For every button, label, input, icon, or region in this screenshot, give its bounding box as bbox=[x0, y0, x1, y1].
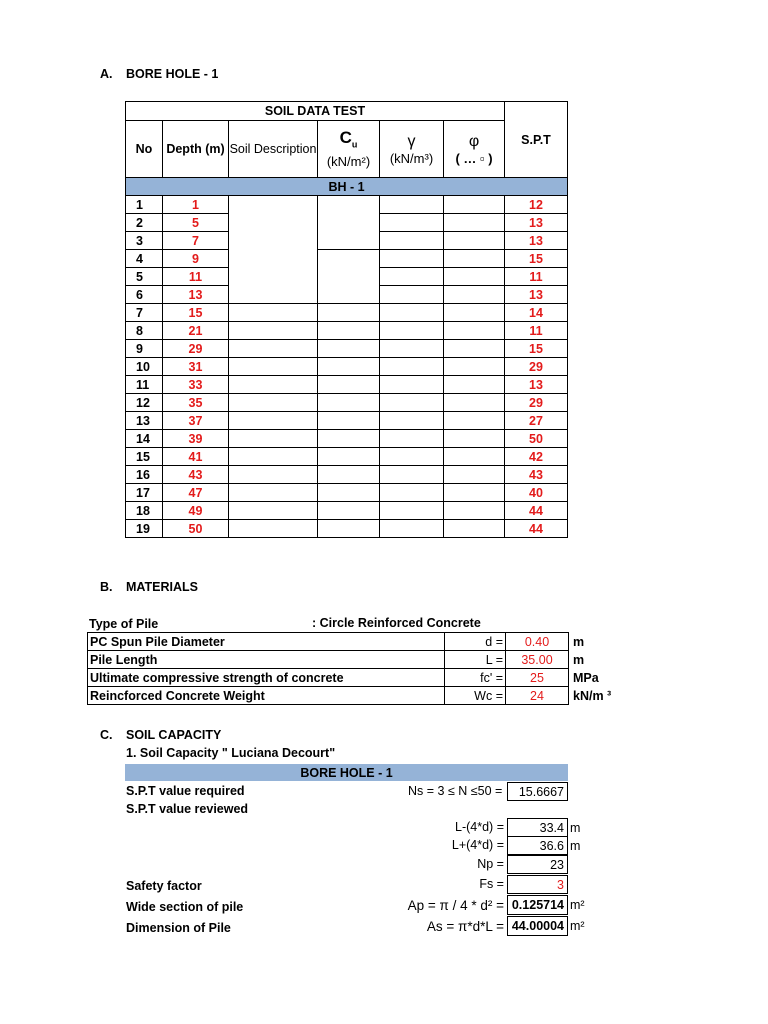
safety-factor-label: Safety factor bbox=[126, 879, 202, 893]
depth-value: 11 bbox=[163, 268, 229, 286]
table-row bbox=[126, 250, 568, 268]
cu-cell bbox=[318, 448, 380, 466]
depth-value: 50 bbox=[163, 520, 229, 538]
soil-description-cell bbox=[229, 358, 318, 376]
ap-value: 0.125714 bbox=[507, 895, 568, 915]
bh-1-band: BH - 1 bbox=[126, 178, 568, 196]
no-header: No bbox=[126, 121, 163, 178]
soil-description-header: Soil Description bbox=[229, 121, 318, 178]
table-row bbox=[126, 502, 568, 520]
spt-value: 11 bbox=[505, 322, 568, 340]
materials-table bbox=[87, 632, 614, 705]
row-number: 17 bbox=[126, 484, 163, 502]
gamma-cell bbox=[380, 412, 444, 430]
ap-formula: Ap = π / 4 * d² = bbox=[407, 898, 504, 913]
depth-value: 29 bbox=[163, 340, 229, 358]
spt-value: 13 bbox=[505, 286, 568, 304]
cu-cell bbox=[318, 484, 380, 502]
depth-value: 41 bbox=[163, 448, 229, 466]
soil-description-cell bbox=[229, 484, 318, 502]
spt-value: 15 bbox=[505, 250, 568, 268]
depth-value: 21 bbox=[163, 322, 229, 340]
table-row bbox=[126, 196, 568, 214]
cu-cell bbox=[318, 322, 380, 340]
l-plus-value: 36.6 bbox=[507, 836, 568, 855]
phi-unit: ( … ▫ ) bbox=[455, 150, 493, 166]
wide-section-label: Wide section of pile bbox=[126, 900, 244, 914]
gamma-cell bbox=[380, 214, 444, 232]
depth-value: 39 bbox=[163, 430, 229, 448]
material-label: Reincforced Concrete Weight bbox=[88, 687, 445, 705]
phi-cell bbox=[444, 286, 505, 304]
gamma-cell bbox=[380, 268, 444, 286]
soil-description-cell bbox=[229, 340, 318, 358]
material-unit: MPa bbox=[573, 670, 599, 685]
cu-symbol: C bbox=[339, 128, 352, 148]
cu-cell bbox=[318, 466, 380, 484]
gamma-cell bbox=[380, 520, 444, 538]
spt-value: 42 bbox=[505, 448, 568, 466]
row-number: 12 bbox=[126, 394, 163, 412]
spt-value: 15 bbox=[505, 340, 568, 358]
phi-cell bbox=[444, 268, 505, 286]
l-plus-label: L+(4*d) = bbox=[451, 838, 504, 852]
cu-cell bbox=[318, 358, 380, 376]
table-row bbox=[126, 376, 568, 394]
gamma-header bbox=[380, 121, 444, 178]
ap-unit: m² bbox=[570, 898, 585, 912]
phi-cell bbox=[444, 520, 505, 538]
phi-cell bbox=[444, 214, 505, 232]
gamma-cell bbox=[380, 484, 444, 502]
gamma-cell bbox=[380, 250, 444, 268]
section-b-title: MATERIALS bbox=[126, 580, 198, 594]
row-number: 2 bbox=[126, 214, 163, 232]
soil-description-cell bbox=[229, 466, 318, 484]
cu-cell bbox=[318, 250, 380, 304]
gamma-cell bbox=[380, 340, 444, 358]
phi-cell bbox=[444, 484, 505, 502]
phi-cell bbox=[444, 448, 505, 466]
cu-cell bbox=[318, 430, 380, 448]
soil-data-table bbox=[125, 101, 568, 538]
gamma-cell bbox=[380, 304, 444, 322]
row-number: 18 bbox=[126, 502, 163, 520]
table-row bbox=[126, 340, 568, 358]
material-value: 0.40 bbox=[506, 633, 569, 651]
phi-cell bbox=[444, 430, 505, 448]
gamma-cell bbox=[380, 376, 444, 394]
phi-cell bbox=[444, 322, 505, 340]
material-value: 25 bbox=[506, 669, 569, 687]
phi-cell bbox=[444, 304, 505, 322]
soil-description-cell bbox=[229, 322, 318, 340]
spt-value: 29 bbox=[505, 394, 568, 412]
material-label: Ultimate compressive strength of concrete bbox=[88, 669, 445, 687]
gamma-symbol: γ bbox=[407, 132, 416, 150]
material-value: 24 bbox=[506, 687, 569, 705]
row-number: 9 bbox=[126, 340, 163, 358]
depth-value: 47 bbox=[163, 484, 229, 502]
depth-value: 5 bbox=[163, 214, 229, 232]
phi-cell bbox=[444, 340, 505, 358]
table-row bbox=[126, 466, 568, 484]
soil-description-cell bbox=[229, 502, 318, 520]
cu-cell bbox=[318, 304, 380, 322]
row-number: 5 bbox=[126, 268, 163, 286]
depth-value: 49 bbox=[163, 502, 229, 520]
row-number: 13 bbox=[126, 412, 163, 430]
spt-value: 14 bbox=[505, 304, 568, 322]
spt-value: 29 bbox=[505, 358, 568, 376]
ns-formula: Ns = 3 ≤ N ≤50 = bbox=[408, 784, 503, 798]
phi-cell bbox=[444, 466, 505, 484]
phi-cell bbox=[444, 196, 505, 214]
as-value: 44.00004 bbox=[507, 916, 568, 936]
cu-cell bbox=[318, 196, 380, 250]
row-number: 4 bbox=[126, 250, 163, 268]
material-symbol: d = bbox=[445, 633, 506, 651]
depth-value: 43 bbox=[163, 466, 229, 484]
depth-value: 37 bbox=[163, 412, 229, 430]
section-a-title: BORE HOLE - 1 bbox=[126, 67, 219, 81]
row-number: 14 bbox=[126, 430, 163, 448]
gamma-cell bbox=[380, 232, 444, 250]
spt-value: 11 bbox=[505, 268, 568, 286]
dimension-label: Dimension of Pile bbox=[126, 921, 231, 935]
soil-description-cell bbox=[229, 304, 318, 322]
section-c-letter: C. bbox=[100, 728, 113, 742]
table-row bbox=[126, 322, 568, 340]
soil-description-cell bbox=[229, 196, 318, 304]
phi-header bbox=[444, 121, 505, 178]
cu-cell bbox=[318, 412, 380, 430]
row-number: 15 bbox=[126, 448, 163, 466]
gamma-cell bbox=[380, 430, 444, 448]
depth-value: 9 bbox=[163, 250, 229, 268]
spt-value: 40 bbox=[505, 484, 568, 502]
gamma-cell bbox=[380, 358, 444, 376]
l-minus-unit: m bbox=[570, 821, 581, 835]
material-symbol: fc' = bbox=[445, 669, 506, 687]
gamma-cell bbox=[380, 466, 444, 484]
cu-cell bbox=[318, 520, 380, 538]
table-row bbox=[126, 448, 568, 466]
phi-cell bbox=[444, 394, 505, 412]
spt-value: 44 bbox=[505, 502, 568, 520]
gamma-cell bbox=[380, 196, 444, 214]
depth-value: 1 bbox=[163, 196, 229, 214]
phi-cell bbox=[444, 358, 505, 376]
spt-value: 43 bbox=[505, 466, 568, 484]
soil-description-cell bbox=[229, 430, 318, 448]
spt-reviewed-label: S.P.T value reviewed bbox=[126, 802, 249, 816]
section-a-letter: A. bbox=[100, 67, 113, 81]
spt-value: 27 bbox=[505, 412, 568, 430]
row-number: 8 bbox=[126, 322, 163, 340]
type-of-pile-value: : Circle Reinforced Concrete bbox=[312, 616, 481, 630]
phi-symbol: φ bbox=[468, 132, 480, 150]
bore-hole-1-band: BORE HOLE - 1 bbox=[125, 764, 568, 781]
l-plus-unit: m bbox=[570, 839, 581, 853]
material-row bbox=[88, 669, 614, 687]
material-unit: m bbox=[573, 634, 585, 649]
table-row bbox=[126, 304, 568, 322]
soil-capacity-subtitle: 1. Soil Capacity " Luciana Decourt" bbox=[126, 746, 336, 760]
soil-description-cell bbox=[229, 448, 318, 466]
phi-cell bbox=[444, 250, 505, 268]
cu-subscript: u bbox=[351, 139, 358, 150]
row-number: 7 bbox=[126, 304, 163, 322]
soil-description-cell bbox=[229, 520, 318, 538]
spt-value: 12 bbox=[505, 196, 568, 214]
depth-value: 31 bbox=[163, 358, 229, 376]
soil-data-test-header: SOIL DATA TEST bbox=[126, 102, 505, 121]
as-formula: As = π*d*L = bbox=[426, 919, 504, 934]
cu-cell bbox=[318, 340, 380, 358]
np-value: 23 bbox=[507, 855, 568, 874]
depth-value: 13 bbox=[163, 286, 229, 304]
table-row bbox=[126, 484, 568, 502]
row-number: 10 bbox=[126, 358, 163, 376]
row-number: 16 bbox=[126, 466, 163, 484]
material-symbol: Wc = bbox=[445, 687, 506, 705]
gamma-cell bbox=[380, 394, 444, 412]
row-number: 19 bbox=[126, 520, 163, 538]
row-number: 3 bbox=[126, 232, 163, 250]
l-minus-value: 33.4 bbox=[507, 818, 568, 837]
cu-cell bbox=[318, 376, 380, 394]
phi-cell bbox=[444, 376, 505, 394]
phi-cell bbox=[444, 232, 505, 250]
material-row bbox=[88, 651, 614, 669]
depth-value: 35 bbox=[163, 394, 229, 412]
section-c-title: SOIL CAPACITY bbox=[126, 728, 222, 742]
material-label: PC Spun Pile Diameter bbox=[88, 633, 445, 651]
table-row bbox=[126, 358, 568, 376]
material-value: 35.00 bbox=[506, 651, 569, 669]
table-row bbox=[126, 412, 568, 430]
soil-description-cell bbox=[229, 376, 318, 394]
spt-value: 13 bbox=[505, 376, 568, 394]
row-number: 6 bbox=[126, 286, 163, 304]
table-row bbox=[126, 520, 568, 538]
cu-header bbox=[318, 121, 380, 178]
material-label: Pile Length bbox=[88, 651, 445, 669]
phi-cell bbox=[444, 412, 505, 430]
spt-value: 13 bbox=[505, 232, 568, 250]
material-symbol: L = bbox=[445, 651, 506, 669]
ns-value: 15.6667 bbox=[507, 782, 568, 801]
depth-value: 15 bbox=[163, 304, 229, 322]
cu-cell bbox=[318, 394, 380, 412]
depth-value: 7 bbox=[163, 232, 229, 250]
depth-value: 33 bbox=[163, 376, 229, 394]
material-unit: kN/m ³ bbox=[573, 688, 612, 703]
cu-unit: (kN/m²) bbox=[326, 153, 371, 169]
gamma-cell bbox=[380, 286, 444, 304]
cu-cell bbox=[318, 502, 380, 520]
material-unit: m bbox=[573, 652, 585, 667]
gamma-cell bbox=[380, 448, 444, 466]
as-unit: m² bbox=[570, 919, 585, 933]
material-row bbox=[88, 633, 614, 651]
l-minus-label: L-(4*d) = bbox=[455, 820, 504, 834]
spt-value: 13 bbox=[505, 214, 568, 232]
material-row bbox=[88, 687, 614, 705]
soil-description-cell bbox=[229, 394, 318, 412]
row-number: 11 bbox=[126, 376, 163, 394]
spt-value: 50 bbox=[505, 430, 568, 448]
gamma-cell bbox=[380, 502, 444, 520]
row-number: 1 bbox=[126, 196, 163, 214]
fs-value: 3 bbox=[507, 875, 568, 894]
table-row bbox=[126, 394, 568, 412]
spt-required-label: S.P.T value required bbox=[126, 784, 245, 798]
gamma-cell bbox=[380, 322, 444, 340]
table-row bbox=[126, 430, 568, 448]
gamma-unit: (kN/m³) bbox=[389, 150, 434, 166]
phi-cell bbox=[444, 502, 505, 520]
depth-header: Depth (m) bbox=[163, 121, 229, 178]
soil-description-cell bbox=[229, 412, 318, 430]
section-b-letter: B. bbox=[100, 580, 113, 594]
type-of-pile-label: Type of Pile bbox=[89, 617, 159, 631]
np-label: Np = bbox=[477, 857, 504, 871]
spt-header: S.P.T bbox=[505, 102, 568, 178]
fs-label: Fs = bbox=[479, 877, 504, 891]
spt-value: 44 bbox=[505, 520, 568, 538]
